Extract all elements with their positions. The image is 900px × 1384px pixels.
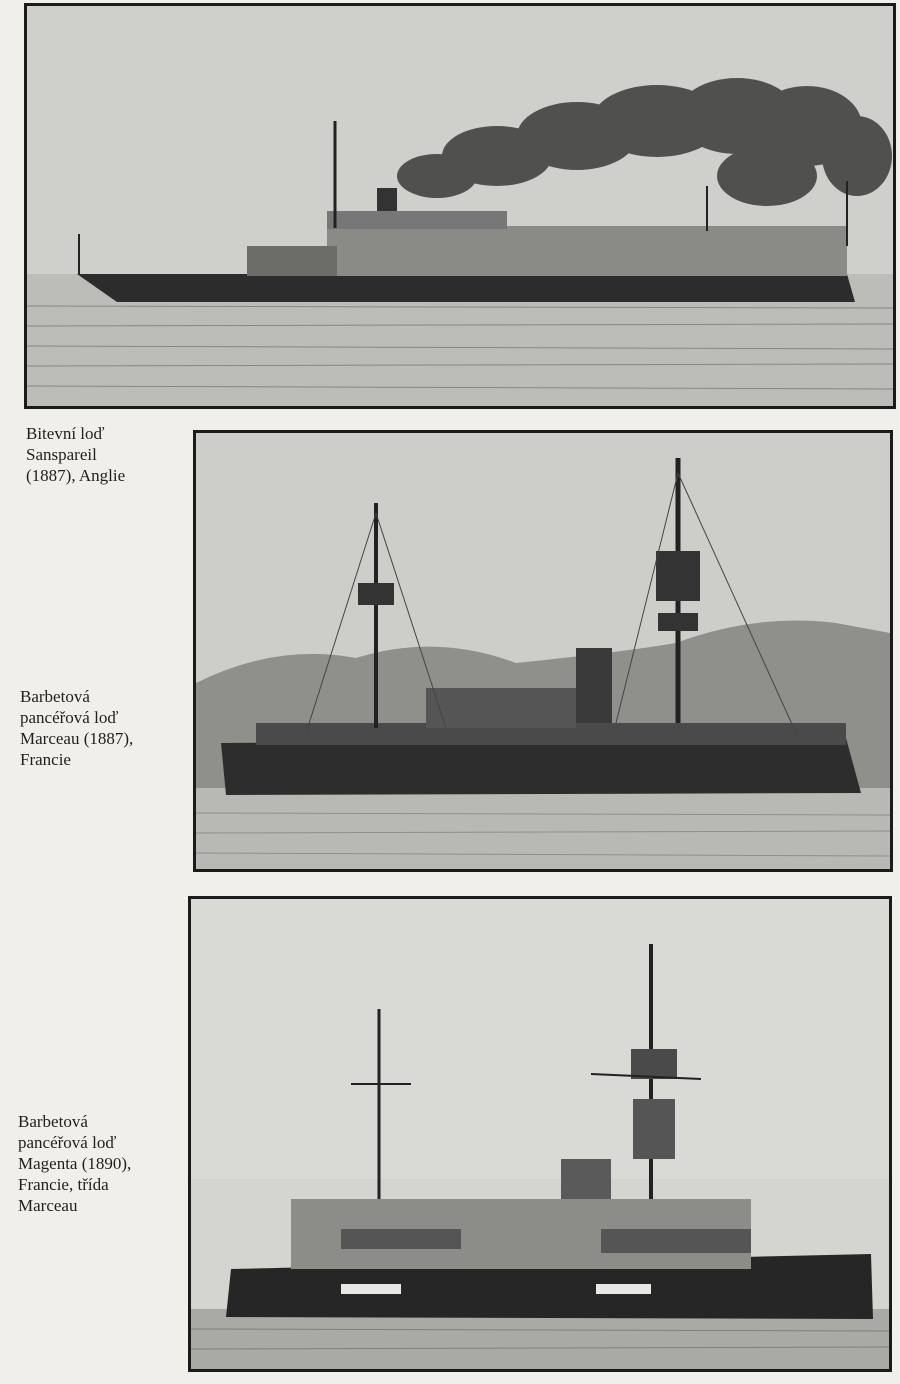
caption-line: (1887), Anglie: [26, 466, 126, 485]
caption-line: pancéřová loď: [18, 1133, 117, 1152]
caption-line: Bitevní loď: [26, 424, 105, 443]
caption-marceau: [20, 686, 180, 770]
illustration-marceau: [193, 430, 893, 872]
caption-magenta: [18, 1111, 178, 1216]
caption-line: Barbetová: [20, 687, 90, 706]
caption-line: Francie, třída: [18, 1175, 109, 1194]
caption-line: Magenta (1890),: [18, 1154, 132, 1173]
illustration-sanspareil: [24, 3, 896, 409]
caption-line: Barbetová: [18, 1112, 88, 1131]
caption-line: Sanspareil: [26, 445, 97, 464]
caption-line: Marceau: [18, 1196, 78, 1215]
caption-line: pancéřová loď: [20, 708, 119, 727]
caption-line: Marceau (1887),: [20, 729, 134, 748]
illustration-magenta: [188, 896, 892, 1372]
caption-line: Francie: [20, 750, 71, 769]
caption-sanspareil: [26, 423, 186, 486]
